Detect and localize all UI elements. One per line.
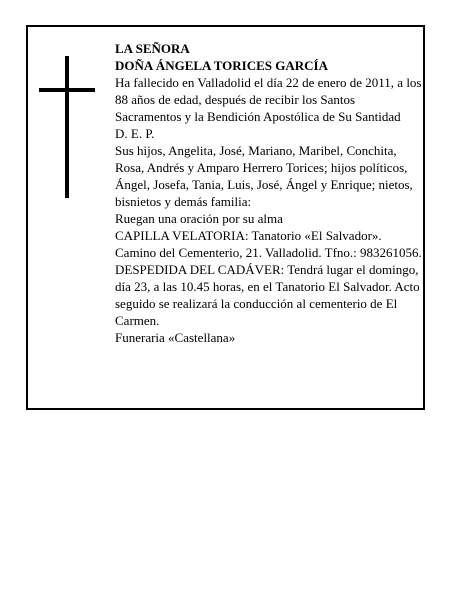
cross-icon xyxy=(39,56,95,198)
death-announcement: Ha fallecido en Valladolid el día 22 de enero de 2011, a los 88 años de edad, después de recibir los Santos Sacramentos y la Bendición Apostólica de Su Santidad xyxy=(115,75,422,124)
family-list: Sus hijos, Angelita, José, Mariano, Maribel, Conchita, Rosa, Andrés y Amparo Herrero Torices; hijos políticos, Ángel, Josefa, Tania, Luis, José, Ángel y Enrique; nietos, bisnietos y demás familia: xyxy=(115,143,413,209)
cross-vertical-bar xyxy=(65,56,69,198)
dep-line: D. E. P. xyxy=(115,126,155,141)
notice-text xyxy=(115,40,423,346)
funeral-home: Funeraria «Castellana» xyxy=(115,330,236,345)
farewell-info: DESPEDIDA DEL CADÁVER: Tendrá lugar el domingo, día 23, a las 10.45 horas, en el Tanatorio El Salvador. Acto seguido se realizará la conducción al cementerio de El Carmen. xyxy=(115,262,420,328)
prayer-request: Ruegan una oración por su alma xyxy=(115,211,283,226)
deceased-name: DOÑA ÁNGELA TORICES GARCÍA xyxy=(115,58,328,73)
notice-title: LA SEÑORA xyxy=(115,41,190,56)
obituary-notice xyxy=(26,25,425,410)
chapel-info: CAPILLA VELATORIA: Tanatorio «El Salvador». Camino del Cementerio, 21. Valladolid. Tfno.: 983261056. xyxy=(115,228,422,260)
cross-horizontal-bar xyxy=(39,88,95,92)
